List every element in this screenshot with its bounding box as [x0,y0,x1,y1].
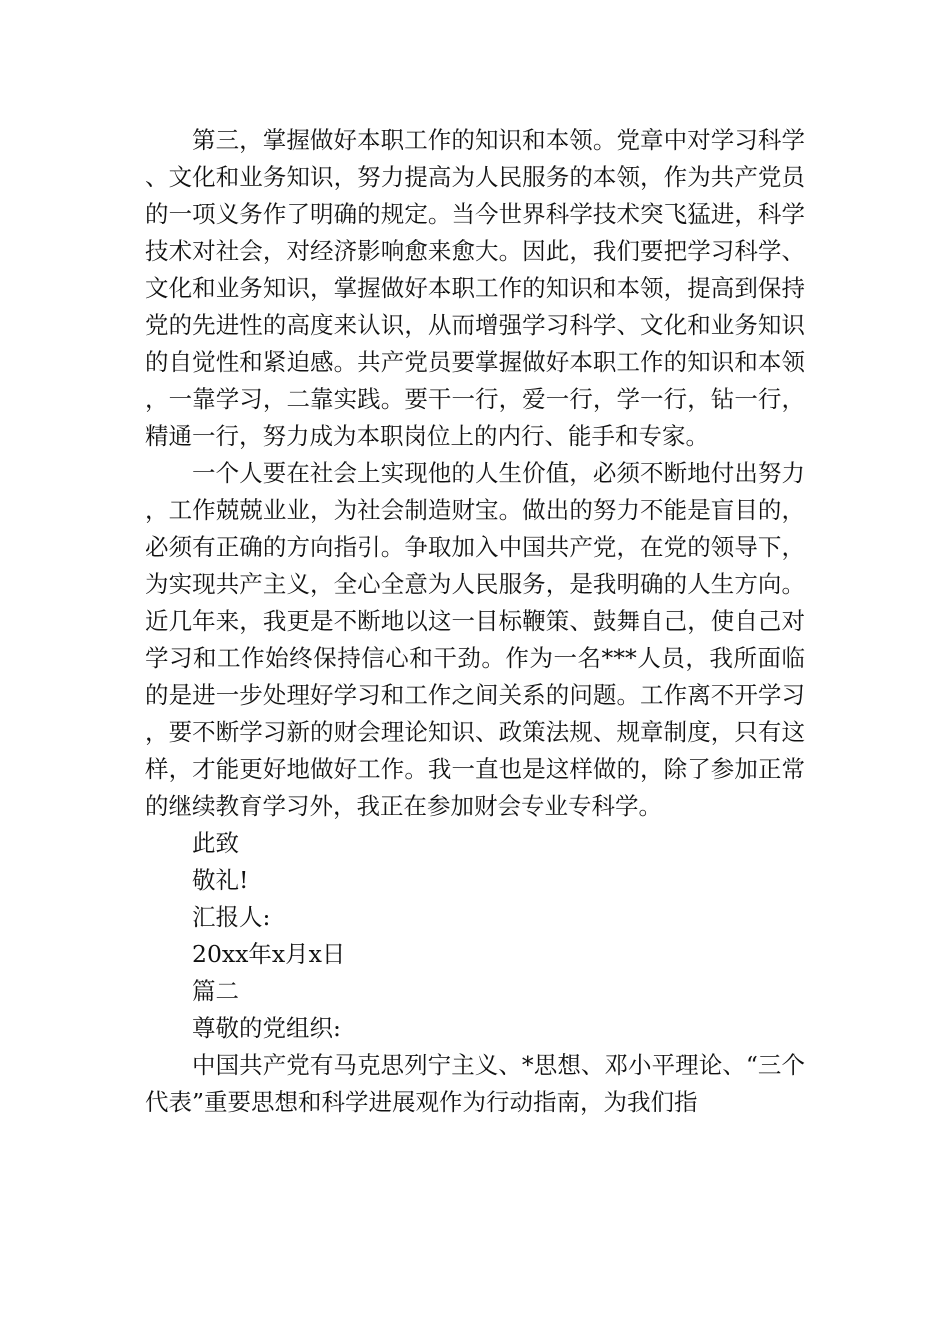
paragraph-third-point: 第三，掌握做好本职工作的知识和本领。党章中对学习科学、文化和业务知识，努力提高为人民服务的本领，作为共产党员的一项义务作了明确的规定。当今世界科学技术突飞猛进，科学技术对社会，对经济影响愈来愈大。因此，我们要把学习科学、文化和业务知识，掌握做好本职工作的知识和本领，提高到保持党的先进性的高度来认识，从而增强学习科学、文化和业务知识的自觉性和紧迫感。共产党员要掌握做好本职工作的知识和本领，一靠学习，二靠实践。要干一行，爱一行，学一行，钻一行，精通一行，努力成为本职岗位上的内行、能手和专家。 [145,126,805,450]
salute-line: 敬礼! [192,866,249,894]
section-heading: 篇二 [192,977,239,1005]
greeting-line: 尊敬的党组织: [192,1014,341,1042]
document-body [145,122,805,1121]
paragraph-guiding-thought: 中国共产党有马克思列宁主义、*思想、邓小平理论、“三个代表”重要思想和科学进展观作为行动指南，为我们指 [145,1051,805,1116]
paragraph-life-value: 一个人要在社会上实现他的人生价值，必须不断地付出努力，工作兢兢业业，为社会制造财宝。做出的努力不能是盲目的，必须有正确的方向指引。争取加入中国共产党，在党的领导下，为实现共产主义，全心全意为人民服务，是我明确的人生方向。近几年来，我更是不断地以这一目标鞭策、鼓舞自己，使自己对学习和工作始终保持信心和干劲。作为一名***人员，我所面临的是进一步处理好学习和工作之间关系的问题。工作离不开学习，要不断学习新的财会理论知识、政策法规、规章制度，只有这样，才能更好地做好工作。我一直也是这样做的，除了参加正常的继续教育学习外，我正在参加财会专业专科学。 [145,459,805,820]
reporter-line: 汇报人: [192,903,271,931]
closing-line: 此致 [192,829,239,857]
date-line: 20xx年x月x日 [192,940,346,968]
